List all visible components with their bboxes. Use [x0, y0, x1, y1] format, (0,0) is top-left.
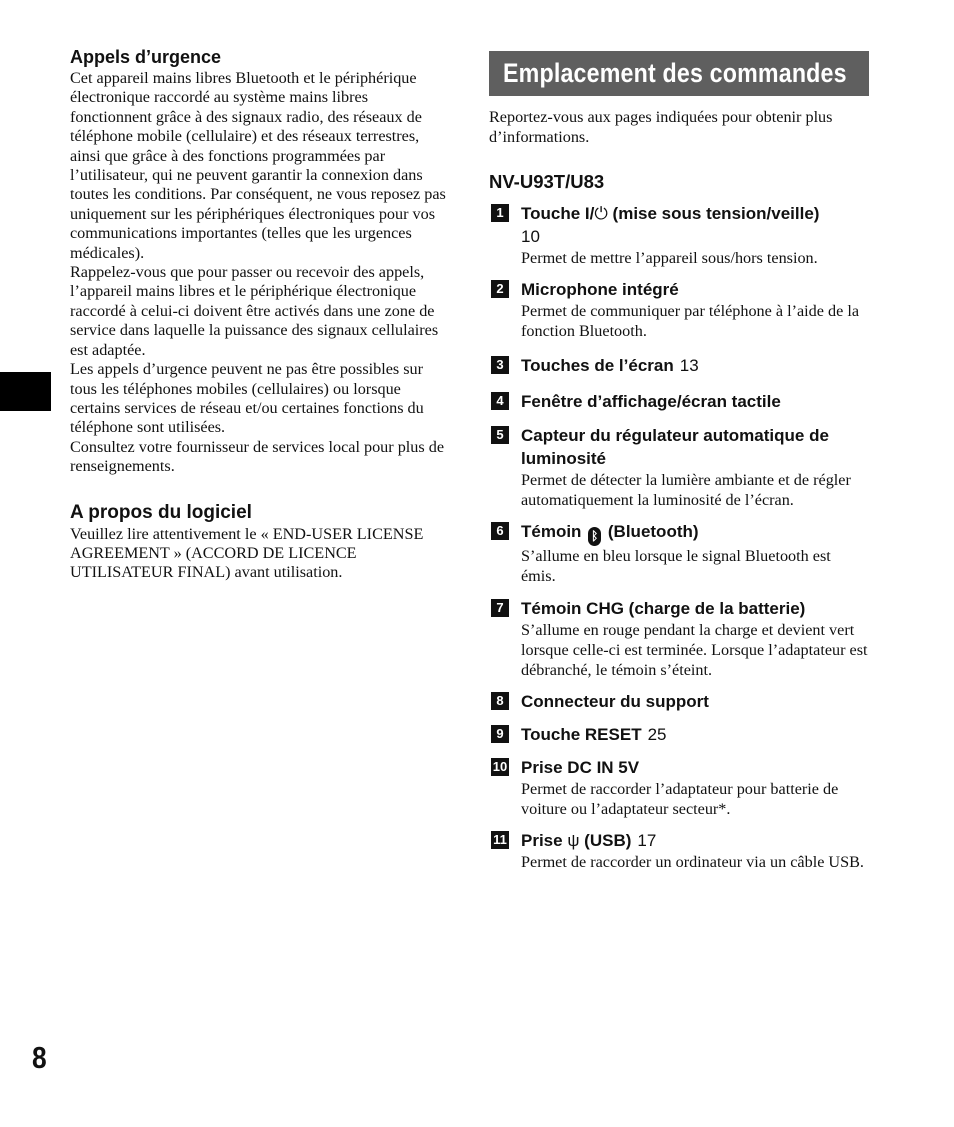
item-number-badge: 8	[491, 692, 509, 710]
item-title	[521, 390, 869, 413]
emergency-paragraph: Rappelez-vous que pour passer ou recevoir des appels, l’appareil mains libres et le périphérique électronique raccordé à celui-ci doivent être activés dans une zone de service dans laquelle la puissance des signaux cellulaires est adaptée.	[70, 263, 439, 359]
item-description: Permet de détecter la lumière ambiante et de régler automatiquement la luminosité de l’écran.	[521, 471, 851, 509]
control-item	[489, 756, 869, 819]
item-number-badge: 4	[491, 392, 509, 410]
control-item	[489, 424, 869, 510]
control-item	[489, 354, 869, 377]
intro-text: Reportez-vous aux pages indiquées pour obtenir plus d’informations.	[489, 108, 833, 146]
section-banner	[489, 51, 869, 96]
model-heading: NV-U93T/U83	[489, 171, 605, 192]
item-description: S’allume en bleu lorsque le signal Bluetooth est émis.	[521, 547, 831, 585]
emergency-paragraph: Les appels d’urgence peuvent ne pas être possibles sur tous les téléphones mobiles (cellulaires) ou lorsque certains services de réseau et/ou certaines fonctions du téléphone sont utilisées.	[70, 360, 424, 437]
item-number-badge: 6	[491, 522, 509, 540]
item-title-text: Prise DC IN 5V	[521, 758, 640, 777]
item-title-text: (USB)	[579, 831, 632, 850]
item-title-text: Microphone intégré	[521, 280, 679, 299]
item-number-badge: 1	[491, 204, 509, 222]
item-number-badge: 9	[491, 725, 509, 743]
item-title	[521, 202, 869, 248]
page-reference: 25	[647, 725, 667, 744]
software-paragraph: Veuillez lire attentivement le « END-USER LICENSE AGREEMENT » (ACCORD DE LICENCE UTILISATEUR FINAL) avant utilisation.	[70, 524, 424, 582]
control-item	[489, 690, 869, 713]
bluetooth-icon: ᛒ	[588, 527, 601, 546]
item-title-text: Connecteur du support	[521, 692, 709, 711]
emergency-paragraph: Cet appareil mains libres Bluetooth et le périphérique électronique raccordé au système mains libres fonctionnent grâce à des signaux radio, des réseaux de téléphone mobile (cellulaire) et des réseaux terrestres, ainsi que grâce à des fonctions programmées par l’utilisateur, qui ne peuvent garantir la connexion dans toutes les conditions. Par conséquent, ne vous reposez pas uniquement sur les périphériques électroniques pour vos communications importantes (telles que les urgences médicales).	[70, 69, 446, 262]
item-number-badge: 5	[491, 426, 509, 444]
item-number-badge: 10	[492, 759, 508, 774]
item-title-text: Capteur du régulateur automatique de luminosité	[521, 426, 829, 468]
power-icon: ⏻	[594, 204, 608, 223]
item-title-text: Prise	[521, 831, 568, 850]
item-title-text: Témoin CHG (charge de la batterie)	[521, 599, 806, 618]
section-banner-title: Emplacement des commandes	[503, 58, 847, 88]
item-title	[521, 829, 869, 852]
page-number: 8	[32, 1040, 47, 1075]
page-reference: 17	[637, 831, 657, 850]
item-title	[521, 354, 869, 377]
control-item	[489, 723, 869, 746]
right-column	[489, 51, 869, 872]
control-item	[489, 597, 869, 680]
item-title	[521, 723, 869, 746]
item-description: S’allume en rouge pendant la charge et devient vert lorsque celle-ci est terminée. Lorsque l’adaptateur est débranché, le témoin s’éteint.	[521, 621, 868, 679]
control-item	[489, 520, 869, 586]
emergency-paragraph: Consultez votre fournisseur de services local pour plus de renseignements.	[70, 437, 445, 476]
controls-list	[489, 202, 869, 872]
usb-icon: ψ	[567, 831, 580, 850]
left-column	[70, 46, 450, 583]
section-tab-marker	[0, 372, 51, 411]
item-title	[521, 520, 869, 546]
item-description: Permet de communiquer par téléphone à l’aide de la fonction Bluetooth.	[521, 302, 860, 340]
item-description: Permet de raccorder l’adaptateur pour batterie de voiture ou l’adaptateur secteur*.	[521, 780, 839, 818]
item-title	[521, 597, 869, 620]
control-item	[489, 390, 869, 413]
software-title: A propos du logiciel	[70, 501, 252, 523]
item-title-text: Témoin	[521, 522, 587, 541]
item-description: Permet de mettre l’appareil sous/hors tension.	[521, 249, 818, 267]
page-reference: 13	[679, 356, 699, 375]
emergency-calls-title: Appels d’urgence	[70, 47, 222, 67]
control-item	[489, 278, 869, 341]
control-item	[489, 202, 869, 268]
item-number-badge: 7	[491, 599, 509, 617]
item-title-text: Touches de l’écran	[521, 356, 674, 375]
item-title-text: Touche I/	[521, 204, 595, 223]
item-title-text: (mise sous tension/veille)	[607, 204, 820, 223]
item-title	[521, 690, 869, 713]
item-description: Permet de raccorder un ordinateur via un câble USB.	[521, 853, 864, 871]
item-number-badge: 2	[491, 280, 509, 298]
page-reference: 10	[521, 227, 540, 246]
item-title-text: Fenêtre d’affichage/écran tactile	[521, 392, 781, 411]
item-title	[521, 278, 869, 301]
item-title-text: (Bluetooth)	[603, 522, 699, 541]
control-item	[489, 829, 869, 872]
item-title-text: Touche RESET	[521, 725, 642, 744]
item-number-badge: 3	[491, 356, 509, 374]
item-title	[521, 424, 869, 470]
item-title	[521, 756, 869, 779]
item-number-badge: 11	[491, 831, 509, 849]
